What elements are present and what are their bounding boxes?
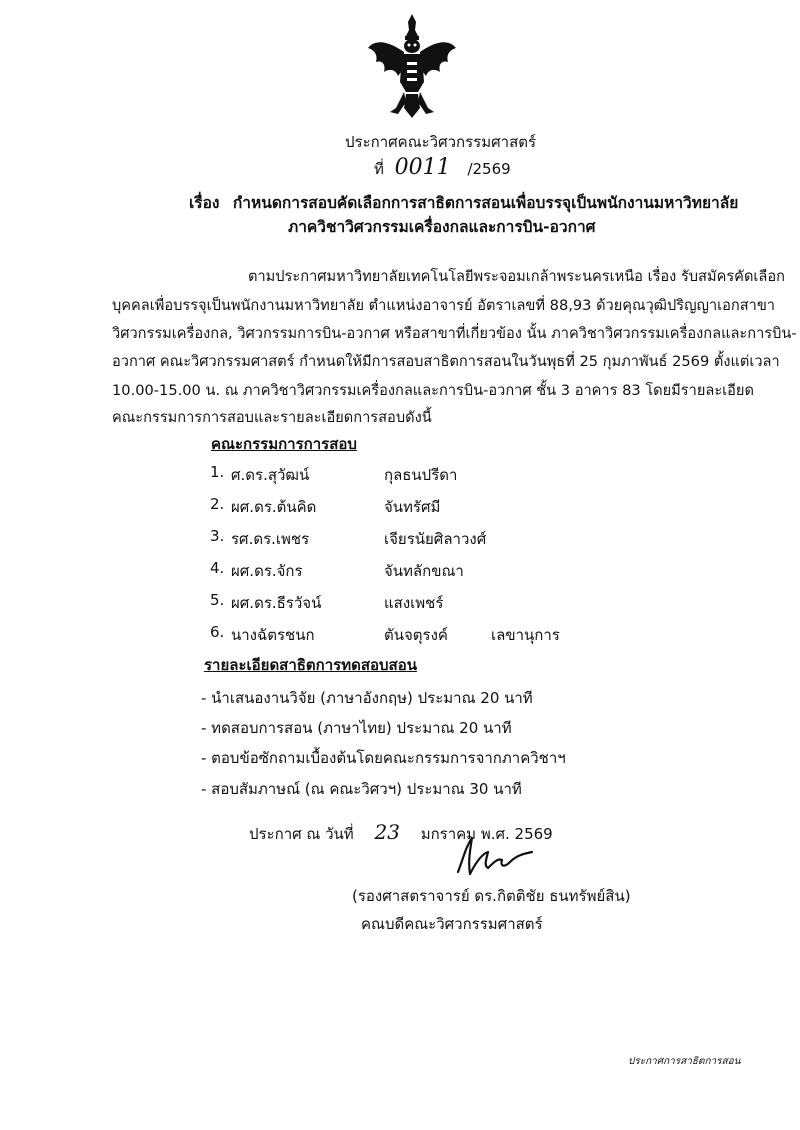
signatory-name: (รองศาสตราจารย์ ดร.กิตติชัย ธนทรัพย์สิน) bbox=[352, 887, 631, 905]
subject-text-1: กำหนดการสอบคัดเลือกการสาธิตการสอนเพื่อบรรจุเป็นพนักงานมหาวิทยาลัย bbox=[232, 194, 739, 212]
body-line-5: 10.00-15.00 น. ณ ภาควิชาวิศวกรรมเครื่องกลและการบิน-อวกาศ ชั้น 3 อาคาร 83 โดยมีรายละเอียด bbox=[112, 382, 754, 399]
body-line-2: บุคคลเพื่อบรรจุเป็นพนักงานมหาวิทยาลัย ตำแหน่งอาจารย์ อัตราเลขที่ 88,93 ด้วยคุณวุฒิปริญญาเอกสาขา bbox=[112, 297, 776, 314]
subject-line-2: ภาควิชาวิศวกรรมเครื่องกลและการบิน-อวกาศ bbox=[288, 218, 596, 236]
date-day-handwritten: 23 bbox=[374, 820, 400, 844]
details-heading: รายละเอียดสาธิตการทดสอบสอน bbox=[204, 656, 417, 674]
body-line-4: อวกาศ คณะวิศวกรรมศาสตร์ กำหนดให้มีการสอบสาธิตการสอนในวันพุธที่ 25 กุมภาพันธ์ 2569 ตั้งแต่เวลา bbox=[112, 353, 780, 370]
body-line-6: คณะกรรมการการสอบและรายละเอียดการสอบดังนี้ bbox=[112, 409, 432, 426]
date-prefix: ประกาศ ณ วันที่ bbox=[249, 825, 354, 843]
committee-role: เลขานุการ bbox=[491, 626, 560, 644]
garuda-emblem-icon bbox=[366, 12, 458, 122]
document-page: ประกาศคณะวิศวกรรมศาสตร์ ที่ 0011 /2569 เรื่อง กำหนดการสอบคัดเลือกการสาธิตการสอนเพื่อบรรจุเป็นพนักงานมหาวิทยาลัย ภาควิชาวิศวกรรมเครื่องกลและการบิน-อวกาศ ตามประกาศมหาวิทยาลัยเทคโนโลยีพระจอมเกล้าพระนครเหนือ เรื่อง รับสมัครคัดเลือก บุคคลเพื่อบรรจุเป็นพนักงานมหาวิทยาลัย ตำแหน่งอาจารย์ อัตราเลขที่ 88,93 ด้วยคุณวุฒิปริญญาเอกสาขา วิศวกรรมเครื่องกล, วิศวกรรมการบิน-อวกาศ หรือสาขาที่เกี่ยวข้อง นั้น ภาควิชาวิศวกรรมเครื่องกลและการบิน- อวกาศ คณะวิศวกรรมศาสตร์ กำหนดให้มีการสอบสาธิตการสอนในวันพุธที่ 25 กุมภาพันธ์ 2569 ตั้งแต่เวลา 10.00-15.00 น. ณ ภาควิชาวิศวกรรมเครื่องกลและการบิน-อวกาศ ชั้น 3 อาคาร 83 โดยมีรายละเอียด คณะกรรมการการสอบและรายละเอียดการสอบดังนี้ คณะกรรมการการสอบ 1. ศ.ดร.สุวัฒน์ กุลธนปรีดา 2. ผศ.ดร.ต้นคิด จันทรัศมี 3. รศ.ดร.เพชร เจียรนัยศิลาวงศ์ 4. ผศ.ดร.จักร จันทลักขณา 5. ผศ.ดร.ธีรวัจน์ แสงเพชร์ 6. นางฉัตรชนก ตันจตุรงค์ เลขานุการ รายละเอียดสาธิตการทดสอบสอน - นำเสนองานวิจัย (ภาษาอังกฤษ) ประมาณ 20 นาที - ทดสอบการสอน (ภาษาไทย) ประมาณ 20 นาที - ตอบข้อซักถามเบื้องต้นโดยคณะกรรมการจากภาควิชาฯ - สอบสัมภาษณ์ (ณ คณะวิศวฯ) ประมาณ 30 นาที ประกาศ ณ วันที่ 23 มกราคม พ.ศ. 2569 (รองศาสตราจารย์ ดร.กิตติชัย ธนทรัพย์สิน) คณบดีคณะวิศวกรรมศาสตร์ ประกาศการสาธิตการสอน bbox=[0, 0, 800, 1130]
number-prefix: ที่ bbox=[374, 160, 384, 178]
detail-item: - นำเสนองานวิจัย (ภาษาอังกฤษ) ประมาณ 20 นาที bbox=[201, 689, 533, 707]
detail-item: - สอบสัมภาษณ์ (ณ คณะวิศวฯ) ประมาณ 30 นาที bbox=[201, 780, 522, 798]
detail-item: - ตอบข้อซักถามเบื้องต้นโดยคณะกรรมการจากภาควิชาฯ bbox=[201, 749, 566, 767]
date-suffix: มกราคม พ.ศ. 2569 bbox=[420, 825, 553, 843]
footer-note: ประกาศการสาธิตการสอน bbox=[628, 1056, 741, 1067]
detail-item: - ทดสอบการสอน (ภาษาไทย) ประมาณ 20 นาที bbox=[201, 719, 512, 737]
body-line-3: วิศวกรรมเครื่องกล, วิศวกรรมการบิน-อวกาศ หรือสาขาที่เกี่ยวข้อง นั้น ภาควิชาวิศวกรรมเครื่องกลและการบิน- bbox=[112, 325, 797, 342]
announcement-title: ประกาศคณะวิศวกรรมศาสตร์ bbox=[345, 133, 537, 151]
subject-label: เรื่อง bbox=[189, 194, 220, 212]
signatory-position: คณบดีคณะวิศวกรรมศาสตร์ bbox=[361, 915, 543, 933]
body-line-1: ตามประกาศมหาวิทยาลัยเทคโนโลยีพระจอมเกล้าพระนครเหนือ เรื่อง รับสมัครคัดเลือก bbox=[248, 268, 785, 285]
committee-heading: คณะกรรมการการสอบ bbox=[211, 435, 357, 453]
handwritten-signature bbox=[448, 832, 538, 882]
number-suffix: /2569 bbox=[467, 160, 511, 178]
number-handwritten: 0011 bbox=[394, 155, 451, 180]
subject-line-1 bbox=[189, 190, 738, 215]
announcement-number bbox=[374, 155, 511, 181]
